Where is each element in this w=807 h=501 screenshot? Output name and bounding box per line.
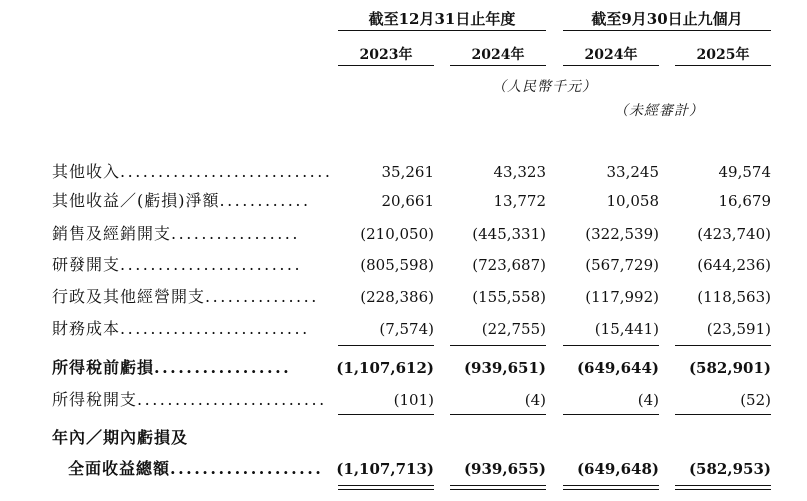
cell-col-1: 20,661 [381,192,434,210]
total-double-rule-col-2 [450,485,546,490]
row-label: 銷售及經銷開支................. [52,224,300,243]
total-double-rule-col-3 [563,485,659,490]
header-year-col-2: 2024年 [450,45,546,66]
cell-col-1: (805,598) [360,256,434,274]
cell-col-2: 43,323 [493,163,546,181]
cell-col-4: 49,574 [718,163,771,181]
tax-rule-col-4 [675,414,771,415]
row-label: 年內／期內虧損及 [52,428,189,447]
cell-col-2: (4) [524,391,546,409]
table-row-total-loss-heading [0,426,807,450]
cell-col-2: (22,755) [481,320,546,338]
cell-col-2: (445,331) [472,225,546,243]
cell-col-3: (117,992) [585,288,659,306]
row-label: 其他收益／(虧損)淨額............ [52,191,311,210]
subtotal-rule-col-1 [338,345,434,346]
table-row-other-income [0,160,807,184]
cell-col-3: 10,058 [606,192,659,210]
header-year-col-4: 2025年 [675,45,771,66]
row-label: 其他收入............................ [52,162,333,181]
cell-col-1: (228,386) [360,288,434,306]
cell-col-2: 13,772 [493,192,546,210]
cell-col-4: (118,563) [697,288,771,306]
cell-col-1: (7,574) [379,320,434,338]
row-label: 行政及其他經營開支............... [52,287,319,306]
table-row-income-tax [0,388,807,412]
cell-col-4: (644,236) [697,256,771,274]
cell-col-1: (210,050) [360,225,434,243]
cell-col-4: (423,740) [697,225,771,243]
table-row-finance-costs [0,317,807,341]
cell-col-4: 16,679 [718,192,771,210]
header-year-col-3: 2024年 [563,45,659,66]
table-row-loss-before-tax [0,356,807,380]
cell-col-2: (155,558) [472,288,546,306]
row-label: 所得稅開支......................... [52,390,327,409]
table-row-other-gains [0,189,807,213]
tax-rule-col-1 [338,414,434,415]
cell-col-4: (582,953) [688,460,771,478]
table-row-total-comprehensive [0,457,807,481]
table-row-selling-expenses [0,222,807,246]
subtotal-rule-col-4 [675,345,771,346]
cell-col-1: (101) [393,391,434,409]
total-double-rule-col-4 [675,485,771,490]
header-year-col-1: 2023年 [338,45,434,66]
tax-rule-col-2 [450,414,546,415]
cell-col-3: (649,648) [576,460,659,478]
cell-col-3: (567,729) [585,256,659,274]
unaudited-note: （未經審計） [614,103,704,119]
total-double-rule-col-1 [338,485,434,490]
cell-col-3: (15,441) [594,320,659,338]
cell-col-1: 35,261 [381,163,434,181]
cell-col-3: (4) [637,391,659,409]
table-row-rnd-expenses [0,253,807,277]
row-label: 所得稅前虧損................. [52,358,292,377]
unit-note: （人民幣千元） [492,79,597,95]
row-label: 財務成本......................... [52,319,310,338]
header-year-end-group: 截至12月31日止年度 [338,8,546,31]
table-row-admin-expenses [0,285,807,309]
cell-col-3: (649,644) [576,359,659,377]
cell-col-3: (322,539) [585,225,659,243]
cell-col-4: (52) [740,391,771,409]
row-label: 全面收益總額................... [68,459,324,478]
cell-col-2: (723,687) [472,256,546,274]
cell-col-1: (1,107,612) [336,359,434,377]
cell-col-2: (939,655) [463,460,546,478]
cell-col-3: 33,245 [606,163,659,181]
cell-col-2: (939,651) [463,359,546,377]
cell-col-4: (23,591) [706,320,771,338]
cell-col-4: (582,901) [688,359,771,377]
row-label: 研發開支........................ [52,255,303,274]
header-nine-months-group: 截至9月30日止九個月 [563,8,771,31]
tax-rule-col-3 [563,414,659,415]
subtotal-rule-col-3 [563,345,659,346]
cell-col-1: (1,107,713) [336,460,434,478]
subtotal-rule-col-2 [450,345,546,346]
